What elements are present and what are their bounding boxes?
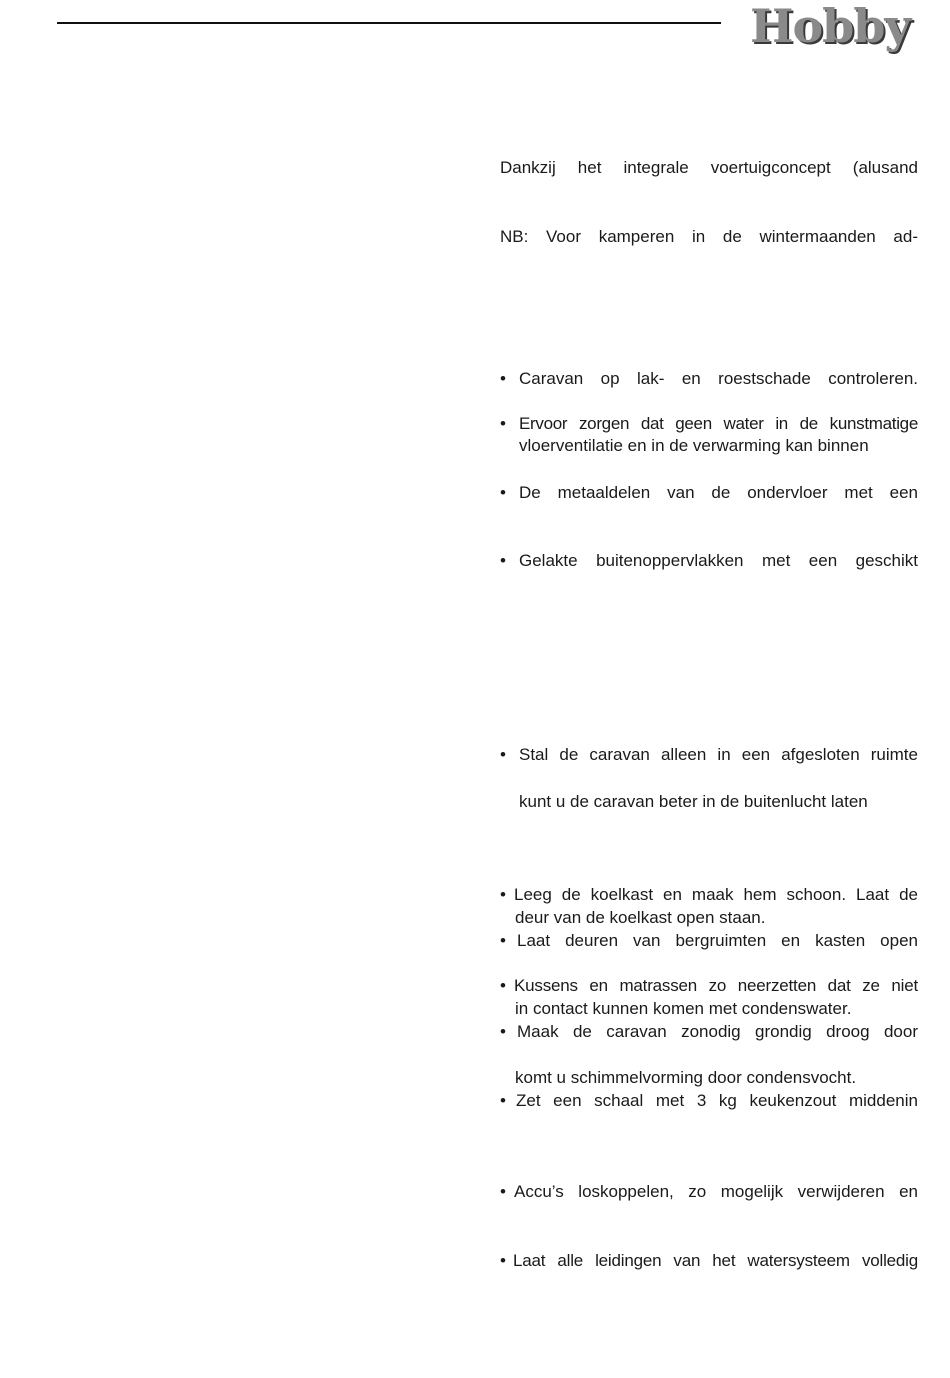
bullet-icon: • <box>500 551 506 570</box>
list-item <box>500 413 918 435</box>
header-rule <box>57 22 721 24</box>
list-item-text: Leeg de koelkast en maak hem schoon. Laat de <box>514 885 918 904</box>
list-item <box>500 1021 918 1043</box>
brand-logo: Hobby <box>750 0 911 53</box>
list-item <box>500 482 918 504</box>
paragraph-intro-text: Dankzij het integrale voertuigconcept (alusand <box>500 158 918 177</box>
list-item-text: Stal de caravan alleen in een afgesloten ruimte <box>519 745 918 764</box>
bullet-icon: • <box>500 483 506 502</box>
bullet-icon: • <box>500 885 506 904</box>
bullet-icon: • <box>500 414 506 433</box>
paragraph-intro <box>500 157 918 179</box>
bullet-icon: • <box>500 745 506 764</box>
list-item-text: Kussens en matrassen zo neerzetten dat ze niet <box>514 976 918 995</box>
list-item-continuation: komt u schimmelvorming door condensvocht. <box>515 1068 857 1087</box>
list-item-text: Gelakte buitenoppervlakken met een geschikt <box>519 551 918 570</box>
list-item <box>500 1250 918 1272</box>
list-item-text: Maak de caravan zonodig grondig droog door <box>517 1022 918 1041</box>
list-item-continuation: deur van de koelkast open staan. <box>515 908 766 927</box>
list-item-text: Zet een schaal met 3 kg keukenzout middenin <box>516 1091 918 1110</box>
paragraph-note-text: NB: Voor kamperen in de wintermaanden ad- <box>500 227 918 246</box>
list-item-continuation: in contact kunnen komen met condenswater. <box>515 999 852 1018</box>
list-item <box>500 1181 918 1203</box>
list-item-continuation: vloerventilatie en in de verwarming kan binnen <box>519 436 869 455</box>
list-item-text: Accu’s loskoppelen, zo mogelijk verwijderen en <box>514 1182 918 1201</box>
list-item-continuation: kunt u de caravan beter in de buitenlucht laten <box>519 792 868 811</box>
bullet-icon: • <box>500 1182 506 1201</box>
list-item <box>500 975 918 997</box>
list-item <box>500 550 918 572</box>
list-item-text: Laat alle leidingen van het watersysteem volledig <box>513 1251 918 1270</box>
bullet-icon: • <box>500 369 506 388</box>
bullet-icon: • <box>500 976 506 995</box>
bullet-icon: • <box>500 1251 506 1270</box>
list-item <box>500 368 918 390</box>
bullet-icon: • <box>500 931 506 950</box>
paragraph-note <box>500 226 918 248</box>
list-item-text: De metaaldelen van de ondervloer met een <box>519 483 918 502</box>
list-item-text: Ervoor zorgen dat geen water in de kunstmatige <box>519 414 918 433</box>
list-item <box>500 884 918 906</box>
bullet-icon: • <box>500 1022 506 1041</box>
list-item-text: Laat deuren van bergruimten en kasten open <box>517 931 918 950</box>
list-item <box>500 930 918 952</box>
bullet-icon: • <box>500 1091 506 1110</box>
list-item <box>500 744 918 766</box>
list-item-text: Caravan op lak- en roestschade controleren. <box>519 369 918 388</box>
list-item <box>500 1090 918 1112</box>
